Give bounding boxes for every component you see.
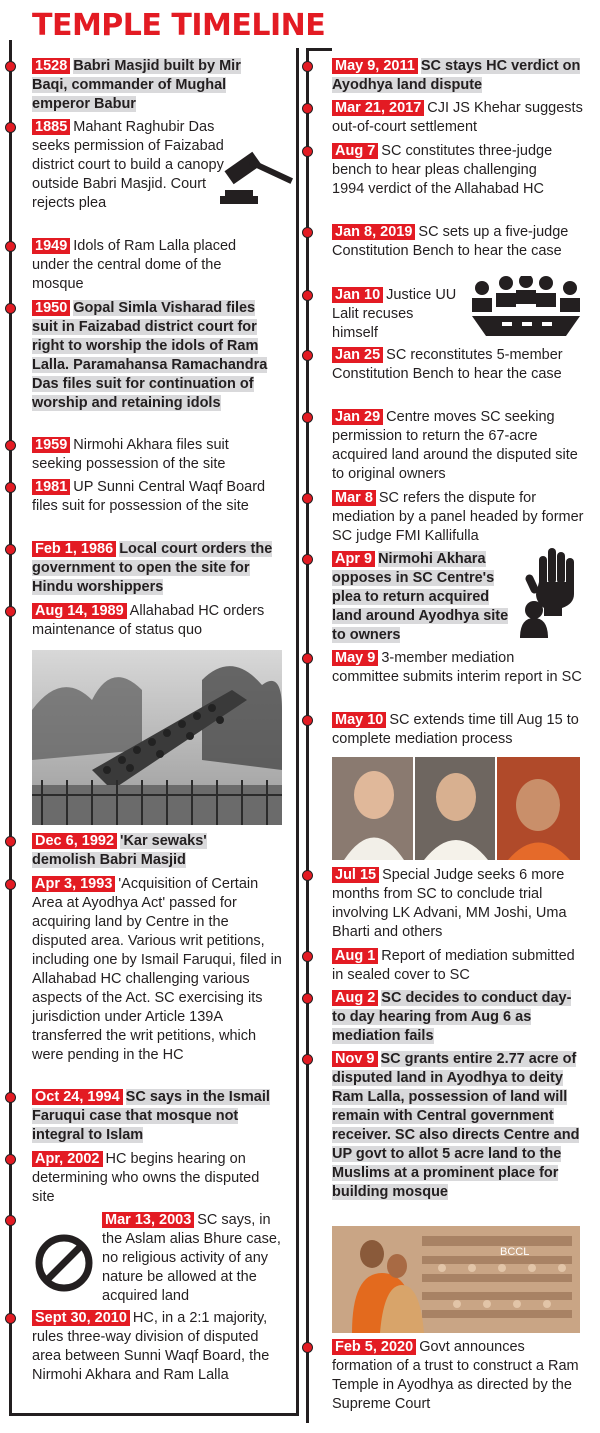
- timeline-dot: [5, 879, 16, 890]
- list-item: Jan 8, 2019 SC sets up a five-judge Constitution Bench to hear the case: [332, 224, 569, 259]
- timeline-dot: [5, 1313, 16, 1324]
- list-item: 1950 Gopal Simla Visharad files suit in Faizabad district court for right to worship the idols of Ram Lalla. Paramahansa Ramachandra Das files suit for continuation of worship and retaining idols: [32, 300, 268, 411]
- list-item: 1959 Nirmohi Akhara files suit seeking possession of the site: [32, 437, 229, 472]
- list-item: Dec 6, 1992 'Kar sewaks' demolish Babri Masjid: [32, 833, 207, 868]
- photo-credit: BCCL: [500, 1246, 530, 1258]
- timeline-dot: [5, 1092, 16, 1103]
- list-item: May 9, 2011 SC stays HC verdict on Ayodhya land dispute: [332, 58, 581, 93]
- list-item: May 10 SC extends time till Aug 15 to complete mediation process: [332, 712, 579, 747]
- list-item: 1981 UP Sunni Central Waqf Board files suit for possession of the site: [32, 479, 266, 514]
- list-item: Jul 15 Special Judge seeks 6 more months from SC to conclude trial involving LK Advani, MM Joshi, Uma Bharti and others: [332, 867, 567, 940]
- list-item: Jan 25 SC reconstitutes 5-member Constitution Bench to hear the case: [332, 347, 563, 382]
- prohibition-icon: [34, 1233, 94, 1293]
- list-item: 1885 Mahant Raghubir Das seeks permission of Faizabad district court to build a canopy outside Babri Masjid. Court rejects plea: [32, 119, 224, 211]
- meeting-icon: [466, 276, 586, 338]
- page-title: TEMPLE TIMELINE: [32, 8, 326, 43]
- timeline-dot: [5, 303, 16, 314]
- timeline-dot: [302, 951, 313, 962]
- list-item: Aug 14, 1989 Allahabad HC orders maintenance of status quo: [32, 603, 265, 638]
- list-item: Jan 29 Centre moves SC seeking permission to return the 67-acre acquired land around the disputed site to original owners: [332, 409, 578, 482]
- timeline-dot: [5, 61, 16, 72]
- timeline-dot: [302, 350, 313, 361]
- timeline-dot: [5, 1154, 16, 1165]
- list-item: May 9 3-member mediation committee submits interim report in SC: [332, 650, 582, 685]
- list-item: Apr 3, 1993 'Acquisition of Certain Area at Ayodhya Act' passed for acquiring land by Centre in the disputed area. Various writ petitions, including one by Ismail Faruqui, filed in Allahabad HC challenging various aspects of the Act. SC exercising its jurisdiction under Article 139A transferred the writ petitions, which were pending in the HC: [32, 876, 282, 1063]
- timeline-dot: [302, 61, 313, 72]
- timeline-top: [306, 48, 332, 51]
- list-item: 1528 Babri Masjid built by Mir Baqi, commander of Mughal emperor Babur: [32, 58, 241, 112]
- timeline-dot: [5, 544, 16, 555]
- list-item: Apr 9 Nirmohi Akhara opposes in SC Centre's plea to return acquired land around Ayodhya site to owners: [332, 551, 509, 643]
- list-item: 1949 Idols of Ram Lalla placed under the central dome of the mosque: [32, 238, 237, 292]
- timeline-dot: [5, 606, 16, 617]
- timeline-dot: [302, 870, 313, 881]
- timeline-dot: [302, 146, 313, 157]
- list-item: Oct 24, 1994 SC says in the Ismail Faruqui case that mosque not integral to Islam: [32, 1089, 270, 1143]
- list-item: Mar 13, 2003 SC says, in the Aslam alias Bhure case, no religious activity of any nature be allowed at the acquired land: [32, 1211, 284, 1306]
- leaders-photo: [332, 757, 580, 860]
- list-item: Jan 10 Justice UU Lalit recuses himself: [332, 287, 457, 341]
- list-item: Sept 30, 2010 HC, in a 2:1 majority, rules three-way division of disputed area between Sunni Waqf Board, the Nirmohi Akhara and Ram Lalla: [32, 1310, 270, 1383]
- timeline-dot: [302, 227, 313, 238]
- timeline-dot: [302, 715, 313, 726]
- timeline-dot: [5, 241, 16, 252]
- list-item: Feb 1, 1986 Local court orders the government to open the site for Hindu worshippers: [32, 541, 273, 595]
- list-item: Feb 5, 2020 Govt announces formation of a trust to construct a Ram Temple in Ayodhya as directed by the Supreme Court: [332, 1339, 579, 1412]
- list-item: Mar 8 SC refers the dispute for mediation by a panel headed by former SC judge FMI Kallifulla: [332, 490, 584, 544]
- temple-carving-photo: [332, 1226, 580, 1333]
- list-item: Apr, 2002 HC begins hearing on determining who owns the disputed site: [32, 1151, 260, 1205]
- list-item: Nov 9 SC grants entire 2.77 acre of disputed land in Ayodhya to deity Ram Lalla, possession of land will remain with Central government receiver. SC also directs Centre and UP govt to allot 5 acre land to the Muslims at a prominent place for building mosque: [332, 1051, 580, 1200]
- demolition-photo: [32, 650, 282, 825]
- timeline-dot: [5, 836, 16, 847]
- timeline-dot: [5, 122, 16, 133]
- timeline-dot: [302, 412, 313, 423]
- timeline-dot: [5, 440, 16, 451]
- timeline-dot: [302, 653, 313, 664]
- timeline-dot: [302, 290, 313, 301]
- raised-hand-icon: [514, 548, 584, 638]
- list-item: Aug 2 SC decides to conduct day-to day hearing from Aug 6 as mediation fails: [332, 990, 572, 1044]
- timeline-dot: [302, 493, 313, 504]
- timeline-bottom: [9, 1413, 299, 1416]
- list-item: Aug 7 SC constitutes three-judge bench to hear pleas challenging 1994 verdict of the Allahabad HC: [332, 143, 553, 197]
- timeline-dot: [302, 1342, 313, 1353]
- timeline-dot: [5, 1215, 16, 1226]
- list-item: Mar 21, 2017 CJI JS Khehar suggests out-of-court settlement: [332, 100, 583, 135]
- timeline-dot: [302, 103, 313, 114]
- list-item: Aug 1 Report of mediation submitted in sealed cover to SC: [332, 948, 575, 983]
- timeline-dot: [302, 1054, 313, 1065]
- timeline-line-right: [306, 48, 309, 1423]
- gavel-icon: [220, 140, 296, 216]
- timeline-dot: [302, 554, 313, 565]
- timeline-dot: [302, 993, 313, 1004]
- timeline-dot: [5, 482, 16, 493]
- timeline-connector: [296, 48, 299, 1416]
